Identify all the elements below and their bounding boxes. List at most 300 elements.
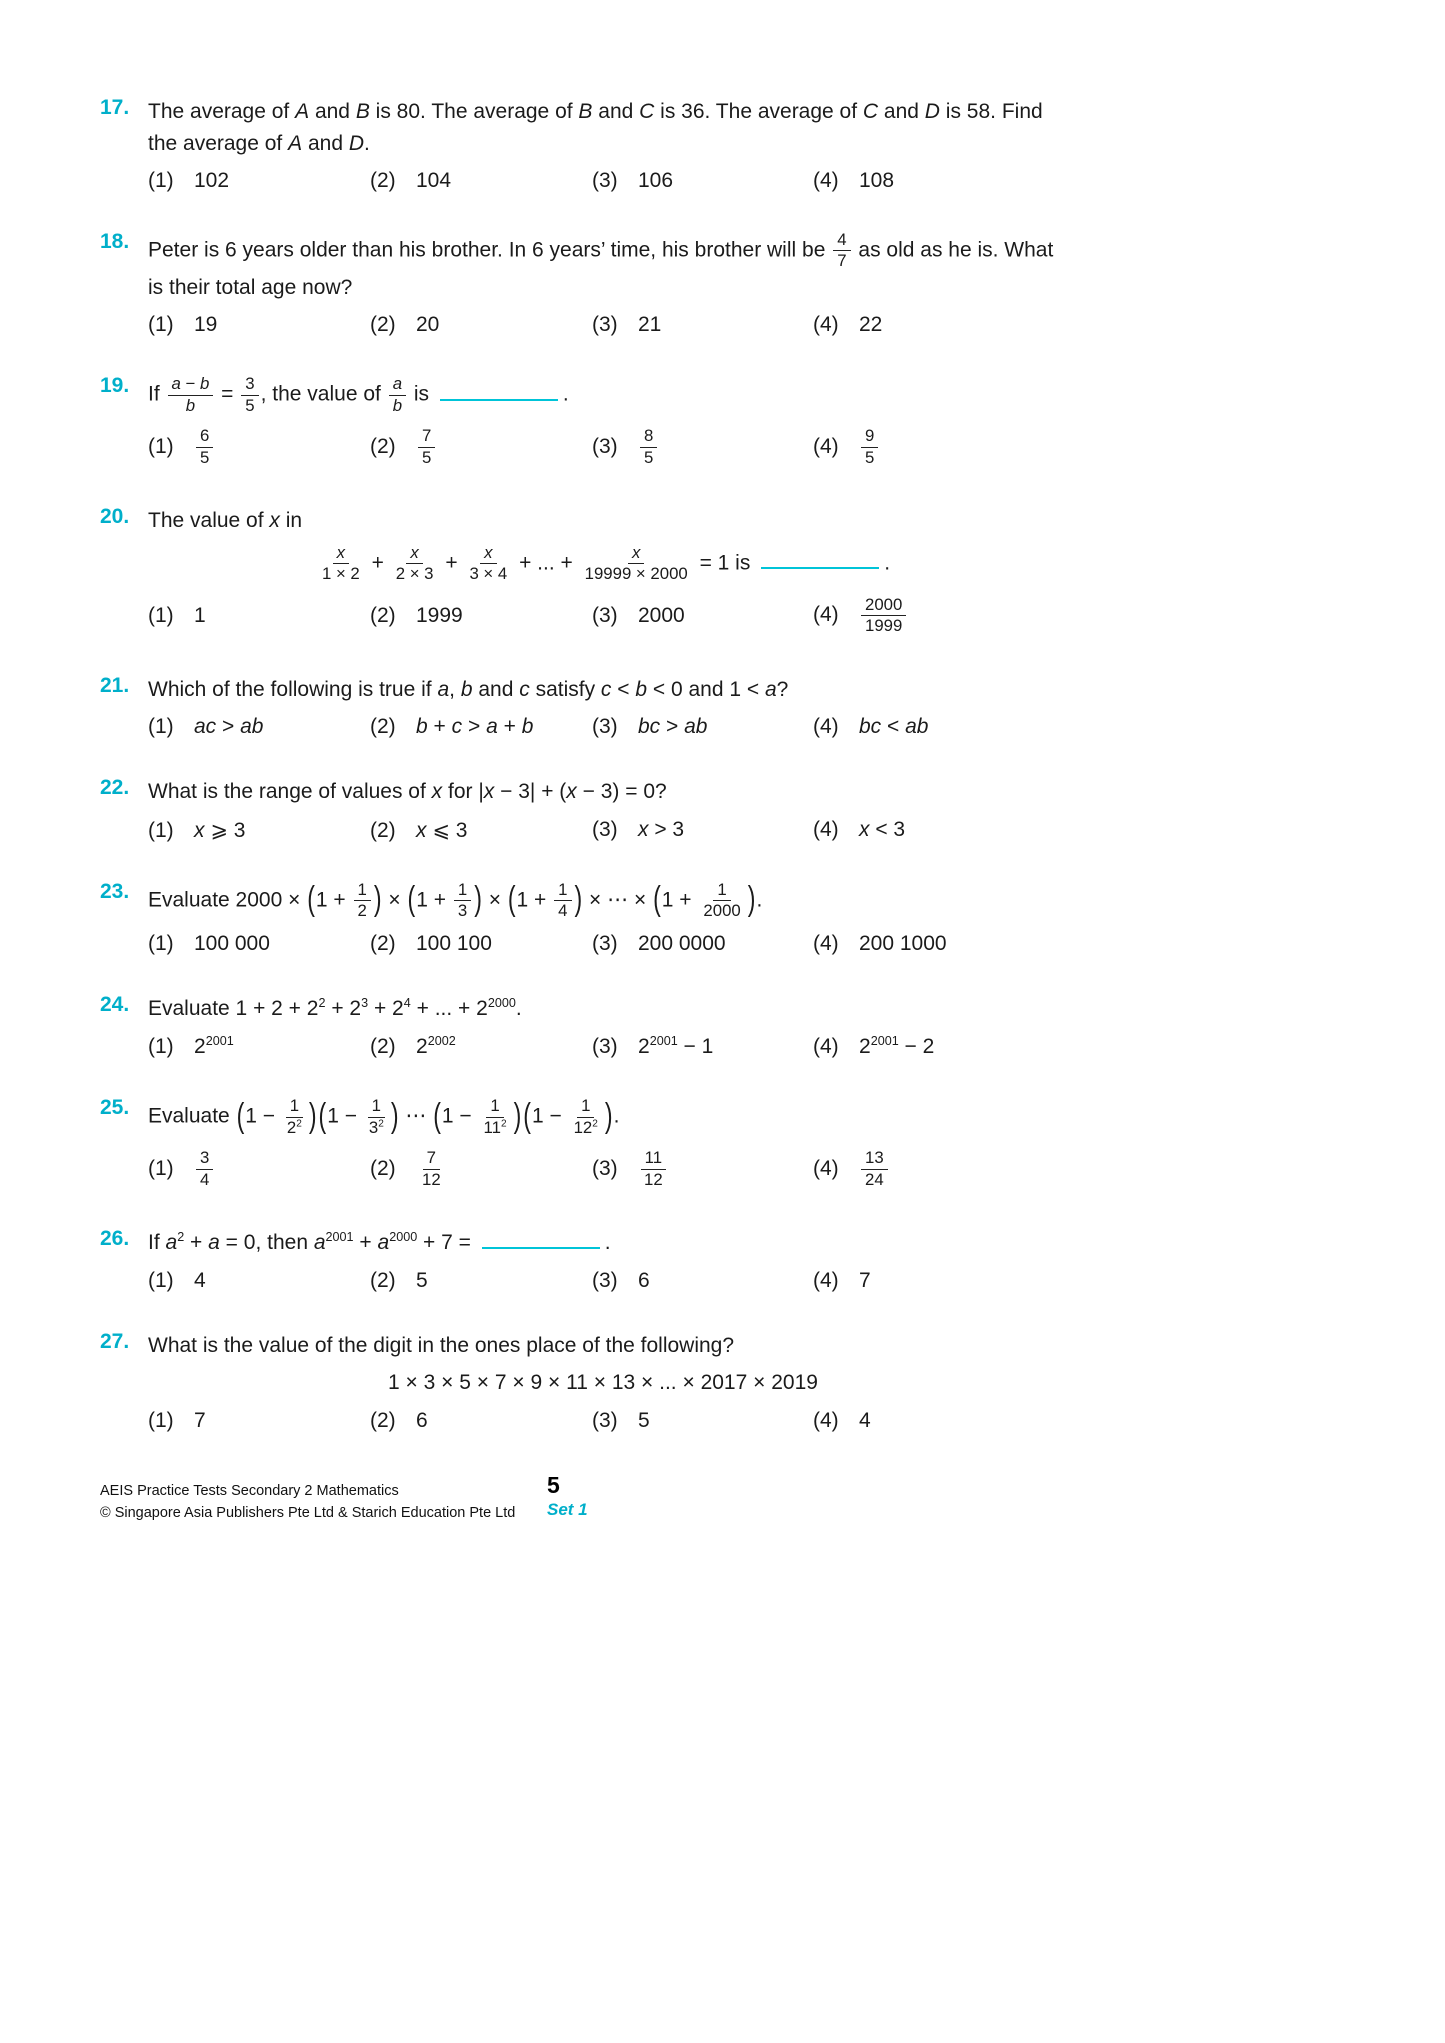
math-variable: A xyxy=(295,100,310,123)
option xyxy=(370,818,592,843)
option-label: (3) xyxy=(592,313,618,337)
page-number: 5 xyxy=(547,1472,560,1498)
question-body xyxy=(148,1227,1058,1293)
option xyxy=(370,1034,592,1059)
fraction: $\frac{3}{4}$ xyxy=(196,1148,213,1190)
question xyxy=(100,1330,1080,1433)
option-label: (1) xyxy=(148,1035,174,1059)
fraction: $\frac{x}{19999 \times 2000}$ xyxy=(584,542,688,584)
option-value: 100 100 xyxy=(416,931,492,955)
option xyxy=(592,604,813,628)
option-label: (4) xyxy=(813,818,839,842)
exponent: 3 xyxy=(361,995,369,1010)
options-row xyxy=(148,1269,1058,1293)
question-body xyxy=(148,880,1058,956)
option-value: 200 0000 xyxy=(638,931,726,955)
option-value: 7 xyxy=(194,1408,206,1432)
close-paren: ) xyxy=(390,1095,399,1135)
exponent: 2000 xyxy=(389,1230,418,1245)
question-number: 22. xyxy=(100,776,130,800)
option xyxy=(813,426,1058,468)
footer-left xyxy=(100,1480,1345,1525)
option-label: (4) xyxy=(813,1408,839,1432)
option-value: x ⩾ 3 xyxy=(194,818,246,842)
option-value: 104 xyxy=(416,169,452,192)
option-value: 19 xyxy=(194,313,218,337)
question-number: 23. xyxy=(100,879,130,903)
fraction: $\frac{7}{12}$ xyxy=(422,1148,441,1189)
open-paren: ( xyxy=(318,1095,327,1135)
question-number: 24. xyxy=(100,992,130,1016)
option-value xyxy=(194,426,215,467)
question-text: If $a^2 + a = 0$, then $a^{2001} + a^{2000} + 7$ = . xyxy=(148,1230,611,1255)
math-variable: D xyxy=(348,131,365,155)
option-label: (2) xyxy=(370,931,396,955)
question-body xyxy=(148,1330,1058,1433)
option-value: 6 xyxy=(416,1408,428,1432)
math-variable: a xyxy=(392,374,403,394)
option-label: (3) xyxy=(592,1268,618,1292)
exponent: 2 xyxy=(296,1118,302,1130)
open-paren: ( xyxy=(407,878,416,918)
option-value: x < 3 xyxy=(859,818,906,842)
math-variable: ab xyxy=(905,715,929,739)
option xyxy=(813,169,1058,193)
question-text: 1 × 3 × 5 × 7 × 9 × 11 × 13 × ... × 2017 × 2019 xyxy=(388,1371,818,1395)
option-value: 20 xyxy=(416,313,440,337)
fraction: $\frac{1}{12^2}$ xyxy=(573,1096,598,1137)
math-variable: D xyxy=(924,100,940,123)
exponent: 2001 xyxy=(205,1034,234,1049)
option-label: (4) xyxy=(813,169,839,192)
question-body xyxy=(148,993,1058,1060)
option xyxy=(813,1034,1058,1059)
option xyxy=(592,169,813,193)
option xyxy=(592,313,813,337)
math-variable: x xyxy=(431,780,443,804)
close-paren: ) xyxy=(513,1095,522,1135)
option-label: (1) xyxy=(148,1408,174,1432)
question xyxy=(100,776,1080,843)
option xyxy=(592,715,813,739)
option xyxy=(148,932,370,956)
math-variable: C xyxy=(862,100,879,123)
question-number: 17. xyxy=(100,96,130,119)
fraction: $\frac{8}{5}$ xyxy=(640,426,657,468)
option-value: 4 xyxy=(859,1408,871,1432)
math-variable: A xyxy=(288,131,303,155)
answer-blank xyxy=(761,550,879,570)
exponent: 2000 xyxy=(487,995,516,1010)
answer-blank xyxy=(482,1229,600,1249)
option-label: (1) xyxy=(148,715,174,739)
fraction: $\frac{7}{5}$ xyxy=(418,426,435,468)
footer-copyright: © Singapore Asia Publishers Pte Ltd & Starich Education Pte Ltd xyxy=(100,1505,516,1522)
option xyxy=(148,604,370,628)
option xyxy=(813,1269,1058,1293)
option-label: (2) xyxy=(370,169,396,192)
option-label: (1) xyxy=(148,931,174,955)
option-value xyxy=(416,426,437,467)
fraction: $\frac{1}{2000}$ xyxy=(703,879,741,921)
question-text: If $\frac{a - b}{b}$ = $\frac{3}{5}$ , the value of $\frac{a}{b}$ is . xyxy=(148,374,569,415)
option xyxy=(592,426,813,468)
option xyxy=(592,1034,813,1059)
option-label: (1) xyxy=(148,818,174,842)
question xyxy=(100,374,1080,468)
exponent: 2 xyxy=(500,1118,507,1130)
option xyxy=(813,932,1058,956)
option-label: (2) xyxy=(370,1035,396,1059)
option xyxy=(148,1409,370,1433)
question xyxy=(100,230,1080,337)
question-text: $\frac{x}{1 \times 2}$ + $\frac{x}{2 \times 3}$ + $\frac{x}{3 \times 4}$ + ... + $\frac{x}{19999 \times 2000}$ = 1 is . xyxy=(148,543,1058,585)
option-value xyxy=(194,1148,215,1189)
option-value: 6 xyxy=(638,1268,650,1292)
option-value: 21 xyxy=(638,313,662,337)
option xyxy=(592,1409,813,1433)
exponent: 2 xyxy=(318,995,326,1010)
option-value: 106 xyxy=(638,169,674,192)
option-value: $2^{2002}$ xyxy=(416,1034,456,1059)
question-text: Which of the following is true if a, b and c satisfy c < b < 0 and 1 < a? xyxy=(148,677,789,701)
options-row xyxy=(148,1148,1058,1190)
option-value: 5 xyxy=(638,1408,650,1432)
exponent: 4 xyxy=(403,995,411,1010)
answer-blank xyxy=(440,381,558,401)
fraction: $\frac{x}{1 \times 2}$ xyxy=(321,542,360,584)
option-value: 4 xyxy=(194,1268,206,1292)
option-label: (2) xyxy=(370,818,396,842)
options-row xyxy=(148,715,1058,739)
question-number: 19. xyxy=(100,374,130,398)
option-label: (2) xyxy=(370,603,396,627)
math-variable: x xyxy=(566,780,577,804)
option xyxy=(813,1148,1058,1190)
math-variable: b xyxy=(521,715,534,739)
option-value xyxy=(416,1148,447,1189)
option-label: (2) xyxy=(370,313,396,337)
question xyxy=(100,1096,1080,1190)
math-variable: x xyxy=(483,780,495,804)
question xyxy=(100,880,1080,956)
math-variable: x xyxy=(336,542,346,562)
fraction: $\frac{9}{5}$ xyxy=(861,426,878,468)
option-label: (1) xyxy=(148,169,174,192)
math-variable: ab xyxy=(240,715,264,739)
footer xyxy=(100,1472,1345,1525)
question-text: What is the value of the digit in the ones place of the following? xyxy=(148,1333,735,1357)
option xyxy=(592,1269,813,1293)
fraction: $\frac{6}{5}$ xyxy=(196,426,213,468)
option-value: $2^{2001}$ xyxy=(194,1034,234,1059)
option-value: 2000 xyxy=(638,603,685,627)
option xyxy=(813,818,1058,842)
question-text: What is the range of values of x for |x − 3| + (x − 3) = 0? xyxy=(148,780,667,804)
math-variable: a xyxy=(313,1231,326,1255)
question-text: Evaluate 2000 × (1 + $\frac{1}{2}$ ) × (1 + $\frac{1}{3}$ ) × (1 + $\frac{1}{4}$ ) × ⋯ × (1 + $\frac{1}{2000}$ ). xyxy=(148,880,1058,922)
options-row xyxy=(148,818,1058,843)
option-label: (4) xyxy=(813,715,839,739)
question-body xyxy=(148,1096,1058,1190)
math-variable: x xyxy=(269,509,280,533)
question-number: 18. xyxy=(100,230,130,253)
option xyxy=(148,426,370,468)
question-body xyxy=(148,674,1058,740)
math-variable: x xyxy=(859,818,870,842)
math-variable: b xyxy=(199,374,210,394)
question-text: Evaluate (1 − $\frac{1}{2^2}$ )(1 − $\frac{1}{3^2}$ ) ⋯ (1 − $\frac{1}{11^2}$ )(1 − $\frac{1}{12^2}$ ). xyxy=(148,1096,1058,1138)
fraction: $\frac{1}{3^2}$ xyxy=(368,1096,384,1137)
option-value xyxy=(859,426,880,467)
question xyxy=(100,505,1080,636)
math-variable: x xyxy=(631,542,641,562)
option xyxy=(370,1148,592,1190)
option xyxy=(813,715,1058,739)
option xyxy=(148,1034,370,1059)
option xyxy=(370,604,592,628)
question-body xyxy=(148,96,1058,193)
option xyxy=(148,1148,370,1190)
close-paren: ) xyxy=(574,878,583,918)
question-body xyxy=(148,776,1058,843)
option xyxy=(370,932,592,956)
math-variable: ab xyxy=(684,715,708,739)
options-row xyxy=(148,595,1058,637)
option-value: 1 xyxy=(194,603,206,627)
option-value: 1999 xyxy=(416,603,463,627)
question xyxy=(100,1227,1080,1293)
option-value: x > 3 xyxy=(638,818,685,842)
option-label: (4) xyxy=(813,313,839,337)
math-variable: x xyxy=(194,818,205,842)
fraction: $\frac{3}{5}$ xyxy=(241,374,258,416)
close-paren: ) xyxy=(373,878,382,918)
option-label: (2) xyxy=(370,434,396,458)
question-number: 26. xyxy=(100,1227,130,1251)
fraction: $\frac{11}{12}$ xyxy=(640,1148,667,1190)
option-value: x ⩽ 3 xyxy=(416,818,468,842)
option-value: b + c > a + b xyxy=(416,715,534,739)
option-label: (1) xyxy=(148,434,174,458)
math-variable: c xyxy=(600,677,612,701)
exponent: 2001 xyxy=(325,1230,354,1245)
option-value xyxy=(638,1148,669,1189)
option-value: 5 xyxy=(416,1268,428,1292)
open-paren: ( xyxy=(433,1095,441,1135)
option-label: (2) xyxy=(370,715,396,739)
option-value: 100 000 xyxy=(194,931,270,955)
fraction: $\frac{13}{24}$ xyxy=(861,1148,888,1190)
option-label: (1) xyxy=(148,313,174,337)
close-paren: ) xyxy=(308,1095,317,1135)
option-label: (4) xyxy=(813,1268,839,1292)
option-label: (2) xyxy=(370,1408,396,1432)
option-value: 108 xyxy=(859,169,895,192)
option xyxy=(148,313,370,337)
fraction: $\frac{1}{4}$ xyxy=(554,880,571,922)
math-variable: bc xyxy=(859,715,882,739)
option-label: (4) xyxy=(813,434,839,458)
math-variable: B xyxy=(578,100,593,123)
math-variable: b xyxy=(392,395,403,415)
option-label: (4) xyxy=(813,1035,839,1059)
math-variable: bc xyxy=(638,715,661,739)
fraction: $\frac{x}{2 \times 3}$ xyxy=(395,542,434,584)
option xyxy=(148,169,370,193)
option-value: $2^{2001} - 2$ xyxy=(859,1034,935,1059)
option-value xyxy=(638,426,659,467)
option-label: (3) xyxy=(592,931,618,955)
options-row xyxy=(148,169,1058,193)
math-variable: a xyxy=(165,1231,178,1255)
fraction: $\frac{x}{3 \times 4}$ xyxy=(469,542,508,584)
math-variable: b xyxy=(460,677,473,701)
footer-series-title: AEIS Practice Tests Secondary 2 Mathematics xyxy=(100,1483,399,1499)
option-label: (3) xyxy=(592,169,618,192)
options-row xyxy=(148,313,1058,337)
option-value xyxy=(859,594,908,636)
option xyxy=(370,169,592,193)
fraction: $\frac{2000}{1999}$ xyxy=(861,595,906,637)
option-label: (3) xyxy=(592,1156,618,1180)
exponent: 2001 xyxy=(870,1034,899,1049)
math-variable: a xyxy=(437,677,450,701)
options-row xyxy=(148,1034,1058,1059)
fraction: $\frac{1}{2^2}$ xyxy=(286,1096,302,1137)
math-variable: b xyxy=(185,395,196,415)
option-value: bc < ab xyxy=(859,715,929,739)
option-value: bc > ab xyxy=(638,715,708,739)
question xyxy=(100,96,1080,193)
exponent: 2 xyxy=(592,1118,598,1130)
question-number: 20. xyxy=(100,505,130,529)
option-label: (3) xyxy=(592,1035,618,1059)
option-value: 22 xyxy=(859,313,883,337)
math-variable: x xyxy=(484,542,493,562)
option xyxy=(370,715,592,739)
open-paren: ( xyxy=(236,1095,245,1135)
option-label: (3) xyxy=(592,1408,618,1432)
fraction: $\frac{4}{7}$ xyxy=(833,230,850,272)
math-variable: a xyxy=(208,1231,220,1255)
option-label: (2) xyxy=(370,1156,396,1180)
exponent: 2001 xyxy=(649,1034,678,1049)
option xyxy=(148,715,370,739)
fraction xyxy=(389,374,406,416)
question-text: Evaluate $1 + 2 + 2^2 + 2^3 + 2^4$ + ... + $2^{2000}$. xyxy=(148,995,522,1020)
questions xyxy=(100,96,1080,1470)
question-text: Peter is 6 years older than his brother. In 6 years’ time, his brother will be $\frac{4}{7}$ as old as he is. What is their total age now? xyxy=(148,230,1054,299)
exponent: 2 xyxy=(177,1230,185,1245)
open-paren: ( xyxy=(523,1095,531,1135)
math-variable: a xyxy=(486,715,498,739)
math-variable: x xyxy=(410,542,419,562)
question-body xyxy=(148,505,1058,636)
fraction: $\frac{1}{2}$ xyxy=(354,880,371,922)
math-variable: b xyxy=(416,715,428,739)
math-variable: C xyxy=(639,100,655,123)
option xyxy=(148,818,370,843)
open-paren: ( xyxy=(507,878,516,918)
close-paren: ) xyxy=(474,878,482,918)
question-text: The average of A and B is 80. The average of B and C is 36. The average of C and D is 58. Find the average of A and D. xyxy=(148,100,1043,155)
close-paren: ) xyxy=(604,1095,613,1135)
question-body xyxy=(148,230,1058,337)
question-text: The value of x in xyxy=(148,509,303,533)
option-label: (4) xyxy=(813,603,839,627)
option-label: (3) xyxy=(592,715,618,739)
footer-center xyxy=(547,1472,588,1520)
fraction: $\frac{1}{11^2}$ xyxy=(483,1096,507,1137)
option xyxy=(592,932,813,956)
question-number: 25. xyxy=(100,1096,130,1120)
option xyxy=(813,595,1058,637)
options-row xyxy=(148,932,1058,956)
question xyxy=(100,674,1080,740)
option-label: (4) xyxy=(813,931,839,955)
option xyxy=(813,1409,1058,1433)
exponent: 2002 xyxy=(427,1034,456,1049)
question xyxy=(100,993,1080,1060)
option xyxy=(813,313,1058,337)
option xyxy=(370,426,592,468)
math-variable: a xyxy=(764,677,777,701)
options-row xyxy=(148,426,1058,468)
option xyxy=(370,313,592,337)
math-variable: x xyxy=(638,818,649,842)
option-label: (3) xyxy=(592,434,618,458)
option-label: (1) xyxy=(148,603,174,627)
option-value xyxy=(859,1148,890,1189)
set-label: Set 1 xyxy=(547,1500,588,1519)
option-label: (2) xyxy=(370,1268,396,1292)
option xyxy=(148,1269,370,1293)
math-variable: a xyxy=(377,1231,390,1255)
option-label: (4) xyxy=(813,1156,839,1180)
math-variable: a xyxy=(171,374,181,394)
math-variable: b xyxy=(635,677,648,701)
option-value: 7 xyxy=(859,1268,871,1292)
option-label: (1) xyxy=(148,1268,174,1292)
math-variable: B xyxy=(355,100,370,123)
open-paren: ( xyxy=(653,878,661,918)
exponent: 2 xyxy=(378,1118,384,1130)
fraction: $\frac{1}{3}$ xyxy=(454,880,471,922)
option xyxy=(592,818,813,842)
question-number: 21. xyxy=(100,673,130,697)
option-value: ac > ab xyxy=(194,715,264,739)
option-label: (3) xyxy=(592,818,618,842)
fraction: $\frac{a - b}{b}$ xyxy=(168,374,214,416)
option-value: 102 xyxy=(194,169,230,192)
option xyxy=(592,1148,813,1190)
option-label: (3) xyxy=(592,603,618,627)
close-paren: ) xyxy=(747,878,756,918)
question-number: 27. xyxy=(100,1329,130,1353)
options-row xyxy=(148,1409,1058,1433)
math-variable: ac xyxy=(194,715,217,739)
open-paren: ( xyxy=(307,878,315,918)
math-variable: x xyxy=(416,818,427,842)
math-variable: c xyxy=(519,677,530,701)
option xyxy=(370,1409,592,1433)
math-variable: c xyxy=(451,715,463,739)
option xyxy=(370,1269,592,1293)
option-value: 200 1000 xyxy=(859,931,947,955)
option-label: (1) xyxy=(148,1156,174,1180)
option-value: $2^{2001} - 1$ xyxy=(638,1034,714,1059)
